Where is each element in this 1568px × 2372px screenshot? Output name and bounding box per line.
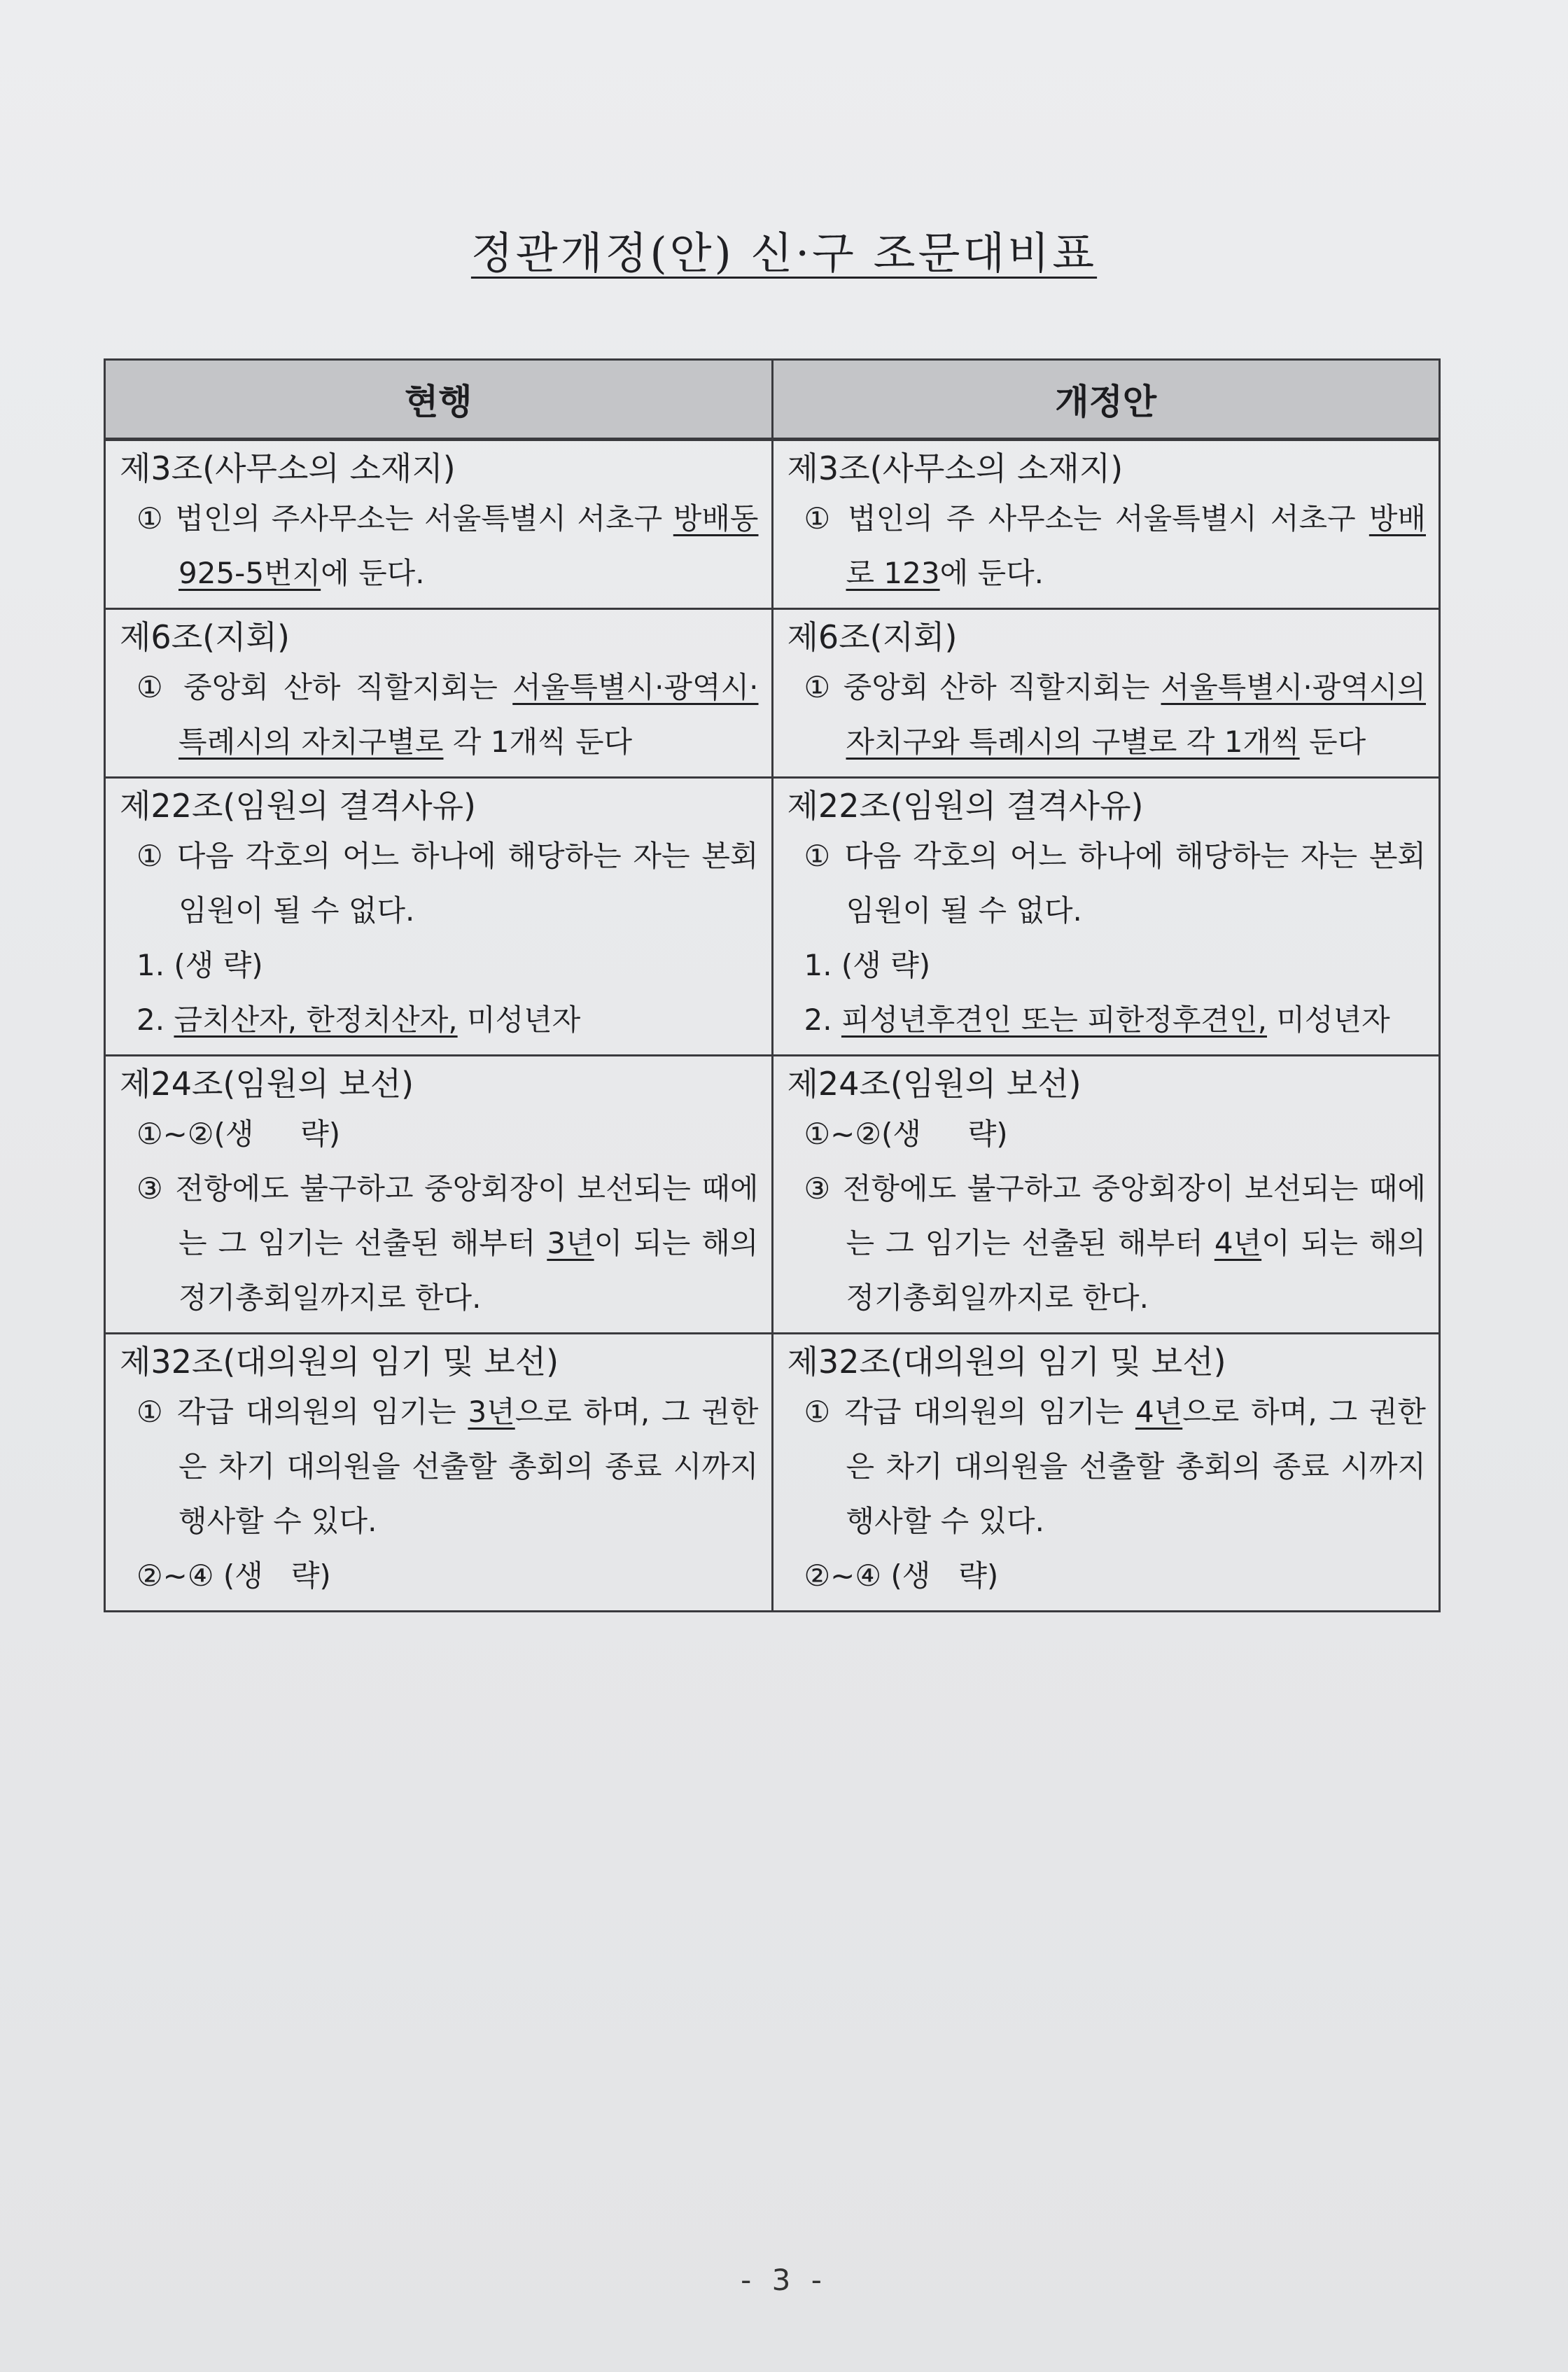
cell-current [105,609,773,778]
cell-revised [772,1334,1440,1612]
cell-current [105,778,773,1056]
amended-text: 4년 [1214,1226,1262,1260]
list-item: 1. (생 략) [136,948,263,982]
table-row [105,609,1440,778]
paragraph: ③ 전항에도 불구하고 중앙회장이 보선되는 때에는 그 임기는 선출된 해부터 3년이 되는 해의 정기총회일까지로 한다. [136,1171,759,1315]
page-title: 정관개정(안) 신·구 조문대비표 [470,228,1098,279]
cell-current [105,440,773,609]
cell-current [105,1334,773,1612]
header-revised: 개정안 [772,360,1440,440]
cell-revised [772,778,1440,1056]
cell-revised [772,609,1440,778]
amended-text: 피성년후견인 또는 피한정후견인, [841,1003,1267,1037]
article-heading: 제3조(사무소의 소재지) [787,449,1124,487]
paragraph: ① 법인의 주사무소는 서울특별시 서초구 방배동 925-5번지에 둔다. [136,501,759,590]
amended-text: 3년 [547,1226,594,1260]
list-item: 2. 금치산자, 한정치산자, 미성년자 [136,1003,581,1037]
article-heading: 제24조(임원의 보선) [120,1065,414,1103]
paragraph: ①~②(생 략) [804,1117,1008,1151]
table-row [105,440,1440,609]
amended-text: 서울특별시·광역시의 자치구와 특례시의 구별로 각 1개씩 [846,670,1426,759]
cell-current [105,1056,773,1334]
paragraph: ① 각급 대의원의 임기는 4년으로 하며, 그 권한은 차기 대의원을 선출할 총회의 종료 시까지 행사할 수 있다. [804,1395,1426,1538]
article-heading: 제32조(대의원의 임기 및 보선) [120,1343,559,1381]
paragraph: ① 법인의 주 사무소는 서울특별시 서초구 방배로 123에 둔다. [804,501,1426,590]
list-item: 2. 피성년후견인 또는 피한정후견인, 미성년자 [804,1003,1390,1037]
comparison-table [104,358,1441,1612]
amended-text: 방배로 123 [846,501,1426,590]
article-heading: 제22조(임원의 결격사유) [787,787,1144,825]
paragraph: ②~④ (생 략) [136,1558,331,1593]
paragraph: ③ 전항에도 불구하고 중앙회장이 보선되는 때에는 그 임기는 선출된 해부터 4년이 되는 해의 정기총회일까지로 한다. [804,1171,1426,1315]
article-heading: 제32조(대의원의 임기 및 보선) [787,1343,1226,1381]
paragraph: ① 다음 각호의 어느 하나에 해당하는 자는 본회 임원이 될 수 없다. [136,839,759,928]
article-heading: 제6조(지회) [120,618,290,656]
table-row [105,1056,1440,1334]
paragraph: ②~④ (생 략) [804,1558,999,1593]
paragraph: ① 중앙회 산하 직할지회는 서울특별시·광역시·특례시의 자치구별로 각 1개씩 둔다 [136,670,759,759]
amended-text: 금치산자, 한정치산자, [174,1003,458,1037]
cell-revised [772,440,1440,609]
header-current: 현행 [105,360,773,440]
paragraph: ① 중앙회 산하 직할지회는 서울특별시·광역시의 자치구와 특례시의 구별로 각 1개씩 둔다 [804,670,1426,759]
paragraph: ① 각급 대의원의 임기는 3년으로 하며, 그 권한은 차기 대의원을 선출할 총회의 종료 시까지 행사할 수 있다. [136,1395,759,1538]
article-heading: 제22조(임원의 결격사유) [120,787,476,825]
article-heading: 제24조(임원의 보선) [787,1065,1082,1103]
table-row [105,1334,1440,1612]
table-header-row [105,360,1440,440]
amended-text: 3년 [468,1395,515,1429]
page-number: - 3 - [741,2263,827,2297]
article-heading: 제3조(사무소의 소재지) [120,449,456,487]
article-heading: 제6조(지회) [787,618,958,656]
amended-text: 서울특별시·광역시·특례시의 자치구별로 [178,670,759,759]
amended-text: 4년 [1135,1395,1183,1429]
paragraph: ① 다음 각호의 어느 하나에 해당하는 자는 본회 임원이 될 수 없다. [804,839,1426,928]
cell-revised [772,1056,1440,1334]
list-item: 1. (생 략) [804,948,931,982]
amended-text: 방배동 925-5번지 [178,501,759,590]
table-row [105,778,1440,1056]
paragraph: ①~②(생 략) [136,1117,341,1151]
